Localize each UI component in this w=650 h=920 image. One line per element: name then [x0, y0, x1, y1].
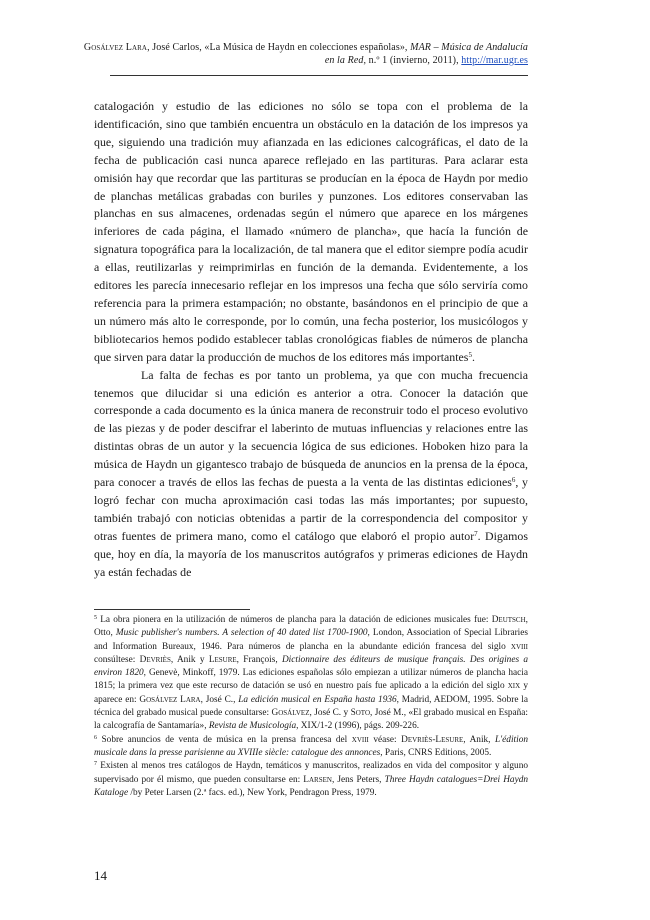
- fn-century: xix: [507, 681, 521, 692]
- fn-title: Music publisher's numbers. A selection of 40 dated list 1700-1900: [115, 628, 368, 639]
- fn-text: consúltese:: [94, 654, 140, 665]
- footnote-7-number: 7: [94, 761, 97, 768]
- fn-century: xviii: [510, 641, 528, 652]
- fn-text: , London, Association of Special Libraries and Information Bureaux, 1946. Para números de plancha en la abundante edición francesa del siglo: [94, 628, 528, 652]
- fn-author: Gosálvez: [271, 708, 310, 719]
- header-url-link[interactable]: http://mar.ugr.es: [461, 55, 528, 66]
- paragraph-1-text: catalogación y estudio de las ediciones no sólo se topa con el problema de la identificación, sino que también encuentra un obstáculo en la datación de los impresos ya que, siguiendo una tradición muy afianzada en las ediciones calcográficas, el dato de la fecha de publicación casi nunca aparece reflejado en las partituras. Para aclarar esta omisión hay que recordar que las partituras se producían en la época de Haydn por medio de planchas metálicas grabadas con buriles y punzones. Los editores conservaban las planchas en sus almacenes, ordenadas según el número que aparece en los márgenes inferiores de cada página, el llamado «número de plancha», que hacía la función de signatura topográfica para la localización, de tal manera que el editor siempre podía acudir a ellas, reutilizarlas y reimprimirlas en función de la demanda. Evidentemente, a los editores les parecía innecesario reflejar en los impresos una fecha que sólo serviría como referencia para la primera estampación; no obstante, basándonos en el principio de que a un número más alto le corresponde, por lo común, una fecha posterior, los musicólogos y bibliotecarios hemos podido establecer tablas cronológicas fiables de números de plancha que sirven para datar la producción de muchos de los editores más importantes: [94, 99, 528, 364]
- footnote-6-number: 6: [94, 734, 97, 741]
- paragraph-2-text-a: La falta de fechas es por tanto un problema, ya que con mucha frecuencia tenemos que dilucidar si una edición es anterior a otra. Conocer la datación que corresponde a cada documento es la única manera de reconstruir todo el proceso evolutivo de las piezas y de poder descifrar el laberinto de mutuas influencias y relaciones entre las distintas obras de un autor y la secuencia lógica de sus ediciones. Hoboken hizo para la música de Haydn un gigantesco trabajo de búsqueda de anuncios en la prensa de la época, para conocer a través de ellos las fechas de puesta a la venta de las distintas ediciones: [94, 367, 528, 490]
- fn-title: Dictionnaire des éditeurs de musique français. Des origines a environ 1820: [94, 654, 529, 679]
- fn-author: Gosálvez Lara: [139, 694, 201, 705]
- paragraph-2-text-c: . Digamos que, hoy en día, la mayoría de los manuscritos autógrafos y primeras ediciones de Haydn ya están fechadas de: [94, 528, 528, 579]
- fn-title: Revista de Musicología: [208, 721, 297, 732]
- fn-text: , José M., «El grabado musical en España: la calcografía de Santamaría»,: [94, 708, 528, 732]
- header-author-rest: , José Carlos, «La Música de Haydn en colecciones españolas»,: [147, 42, 411, 53]
- fn-author: Larsen: [303, 774, 332, 785]
- footnote-7: [94, 760, 528, 800]
- footnote-divider: [94, 609, 250, 610]
- header-divider: [110, 75, 528, 76]
- header-author: Gosálvez Lara: [83, 42, 148, 53]
- fn-text: véase:: [368, 734, 402, 745]
- fn-text: , José C. y: [309, 708, 351, 719]
- fn-author: Soto: [350, 708, 371, 719]
- fn-author: Devriès: [139, 654, 171, 665]
- fn-text: , Anik y: [170, 654, 209, 665]
- fn-text: , Paris, CNRS Editions, 2005.: [380, 747, 492, 758]
- fn-century: xviii: [351, 734, 369, 745]
- footnote-5: [94, 614, 528, 734]
- footnotes: [94, 614, 528, 800]
- fn-author: Lesure: [208, 654, 237, 665]
- fn-text: , Genevè, Minkoff, 1979. Las ediciones españolas sólo empiezan a utilizar números de plancha hacia 1815; la primera vez que este recurso de datación se usó en nuestro país fue aplicado a la edición del siglo: [94, 668, 528, 692]
- paragraph-2-text-b: , y logró fechar con mucha aproximación casi todas las más importantes; por supuesto, también trabajó con noticias obtenidas a partir de la correspondencia del compositor y otras fuentes de primera mano, como el catálogo que elaboró el propio autor: [94, 475, 528, 543]
- fn-text: , Otto,: [94, 615, 528, 639]
- header-journal: MAR – Música de Andalucía en la Red,: [324, 42, 528, 66]
- footnote-5-number: 5: [94, 615, 97, 621]
- fn-title: La edición musical en España hasta 1936: [238, 694, 397, 705]
- footnote-ref-6[interactable]: 6: [511, 476, 516, 485]
- fn-text: La obra pionera en la utilización de números de plancha para la datación de ediciones musicales fue:: [97, 615, 492, 625]
- fn-text: Existen al menos tres catálogos de Haydn, temáticos y manuscritos, realizados en vida del compositor y alguno supervisado por él mismo, que pueden consultarse en:: [94, 761, 528, 785]
- fn-text: , Jens Peters,: [331, 774, 385, 785]
- footnote-ref-7[interactable]: 7: [474, 529, 478, 538]
- page-number: 14: [94, 868, 107, 883]
- fn-text: , François,: [236, 654, 282, 665]
- paragraph-2: [94, 367, 528, 582]
- fn-title: Three Haydn catalogues=Drei Haydn Kataloge: [94, 774, 528, 798]
- footnote-6: [94, 734, 528, 761]
- fn-text: , Madrid, AEDOM, 1995. Sobre la técnica del grabado musical puede consultarse:: [94, 694, 528, 719]
- fn-author: Deutsch: [491, 615, 526, 625]
- fn-text: /by Peter Larsen (2.ª facs. ed.), New York, Pendragon Press, 1979.: [128, 787, 377, 798]
- fn-text: , XIX/1-2 (1996), págs. 209-226.: [296, 721, 420, 732]
- fn-text: y aparece en:: [94, 681, 528, 705]
- running-header: [80, 41, 528, 67]
- fn-author: Devriès-Lesure: [401, 734, 464, 745]
- footnote-ref-5[interactable]: 5: [468, 350, 472, 359]
- fn-text: , José C.,: [200, 694, 239, 705]
- fn-title: L'édition musicale dans la presse parisienne au XVIIIe siècle: catalogue des annonces: [94, 734, 528, 758]
- paragraph-1: catalogación y estudio de las ediciones no sólo se topa con el problema de la identificación, sino que también encuentra un obstáculo en la datación de los impresos ya que, siguiendo una tradición muy afianzada en las ediciones calcográficas, el dato de la fecha de publicación casi nunca aparece reflejado en las partituras. Para aclarar esta omisión hay que recordar que las partituras se producían en la época de Haydn por medio de planchas metálicas grabadas con buriles y punzones. Los editores conservaban las planchas en sus almacenes, ordenadas según el número que aparece en los márgenes inferiores de cada página, el llamado «número de plancha», que hacía la función de signatura topográfica para la localización, de tal manera que el editor siempre podía acudir a ellas, reutilizarlas y reimprimirlas en función de la demanda. Evidentemente, a los editores les parecía innecesario reflejar en los impresos una fecha que sólo serviría como referencia para la primera estampación; no obstante, basándonos en el principio de que a un número más alto le corresponde, por lo común, una fecha posterior, los musicólogos y bibliotecarios hemos podido establecer tablas cronológicas fiables de números de plancha que sirven para datar la producción de muchos de los editores más importantes$^5$.: [94, 99, 528, 364]
- header-issue: n.º 1 (invierno, 2011),: [366, 55, 462, 66]
- body-text: [94, 98, 528, 581]
- fn-text: Sobre anuncios de venta de música en la prensa francesa del: [97, 734, 352, 745]
- fn-text: , Anik,: [463, 734, 496, 745]
